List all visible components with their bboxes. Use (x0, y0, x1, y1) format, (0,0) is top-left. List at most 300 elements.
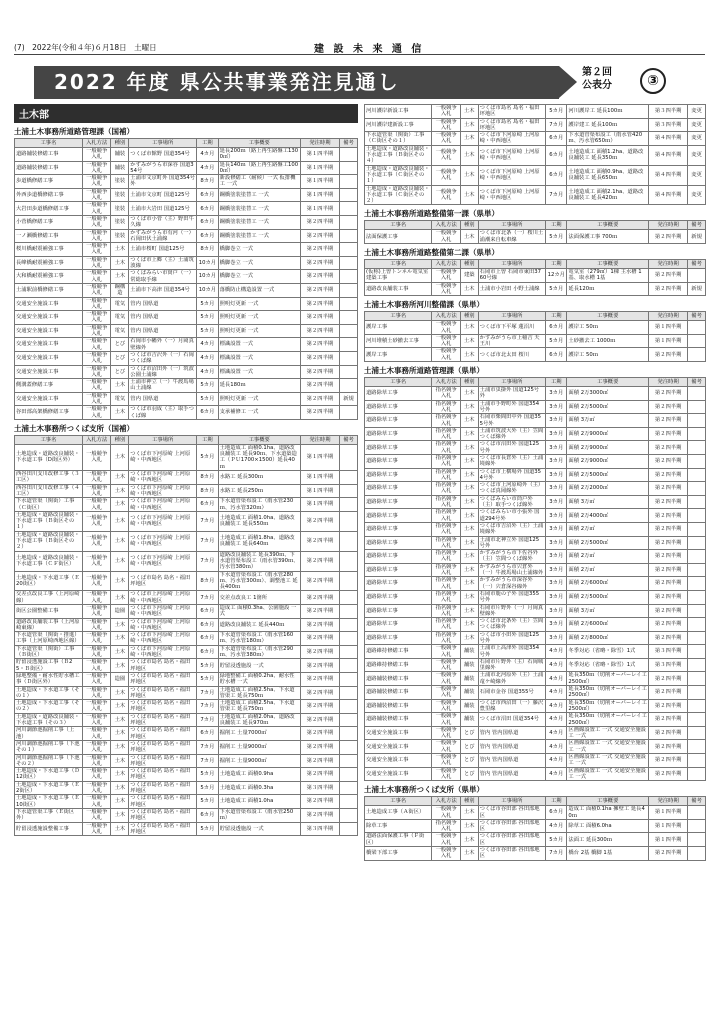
location-cell: つくば市谷田部 谷田部地区 (478, 806, 545, 820)
location-cell: つくば市上河原崎外（主）つくば真岡線外 (478, 482, 545, 496)
duration-cell: 4カ月 (197, 338, 218, 352)
duration-cell: 5カ月 (197, 781, 218, 795)
remarks-cell (340, 551, 358, 571)
work-name-cell: 交通安全施設工事 (365, 767, 432, 781)
remarks-cell (688, 482, 706, 496)
work-type-cell: 造園 (111, 672, 129, 686)
outline-cell: 面積 2万5000㎡ (567, 590, 649, 604)
bid-method-cell: 一般競争入札 (432, 833, 460, 847)
duration-cell: 7カ月 (197, 754, 218, 768)
table-row (15, 297, 358, 311)
work-name-cell: 土地造成・道路改良舗装・下水道工事（Ｂ街区その２） (15, 531, 83, 551)
column-header: 工事場所 (478, 312, 545, 321)
bid-method-cell: 一般競争入札 (82, 202, 111, 216)
outline-cell: 面積 2万3000㎡ (567, 387, 649, 401)
location-cell: つくば市沼田 国道354号 (478, 713, 545, 727)
location-cell: つくば市下河原崎 上河原崎・中西地区 (478, 145, 545, 165)
outline-cell: 区画線設置工 一式 交通安全施設工 一式 (567, 754, 649, 768)
outline-cell: 面積 3万㎡ (567, 604, 649, 618)
work-type-cell: 舗装 (111, 161, 129, 175)
table-row (15, 822, 358, 836)
work-name-cell: 小菅橋修繕工事 (15, 215, 83, 229)
work-name-cell: 道路除草工事 (365, 468, 432, 482)
outline-cell: 護岸建工 延長100ｍ (567, 118, 649, 132)
column-header: 工事名 (15, 139, 83, 148)
table-row (15, 808, 358, 822)
table-row (365, 482, 706, 496)
duration-cell: 3カ月 (546, 454, 567, 468)
work-name-cell: 交通安全施設工事 (15, 311, 83, 325)
order-period-cell: 第２四半期 (300, 700, 339, 714)
table-row (15, 379, 358, 393)
outline-cell: 照明灯更新 一式 (218, 311, 300, 325)
location-cell: つくば市下河原崎 上河原崎・中西地区 (478, 165, 545, 185)
location-cell: 石岡市片野外（主）石岡城里線外 (478, 658, 545, 672)
work-type-cell: 土木 (460, 400, 478, 414)
bid-method-cell: 一般競争入札 (82, 311, 111, 325)
order-period-cell: 第２四半期 (649, 282, 688, 296)
work-name-cell: 西谷田川支川改修工事（４工区） (15, 484, 83, 498)
outline-cell: 橋脚巻立 一式 (218, 256, 300, 270)
table-row (15, 406, 358, 420)
bid-method-cell: 一般競争入札 (82, 243, 111, 257)
bid-method-cell: 一般競争入札 (82, 297, 111, 311)
location-cell: つくば市吉沢外（一）石岡つくば線 (129, 351, 197, 365)
location-cell: つくば市長倉外（主）土浦境線外 (478, 454, 545, 468)
location-cell: つくば市北条（一）桜川土浦潮来自転車線 (478, 230, 545, 244)
duration-cell: 7カ月 (197, 686, 218, 700)
remarks-cell: 変更 (688, 105, 706, 119)
duration-cell: 7カ月 (197, 713, 218, 727)
table-row (365, 230, 706, 244)
order-period-cell: 第２四半期 (649, 713, 688, 727)
outline-cell: 土地造成工 面積0.9ha (218, 768, 300, 782)
right-column (364, 104, 706, 861)
duration-cell: 5カ月 (197, 379, 218, 393)
outline-cell: 冬季対応（省略・除雪）1式 (567, 658, 649, 672)
column-header: 備考 (340, 139, 358, 148)
work-name-cell: 道路除草工事 (365, 427, 432, 441)
bid-method-cell: 一般競争入札 (82, 188, 111, 202)
bid-method-cell: 指名競争入札 (432, 631, 460, 645)
remarks-cell: 新規 (340, 392, 358, 406)
order-period-cell: 第２四半期 (649, 495, 688, 509)
outline-cell: 照明灯更新 一式 (218, 324, 300, 338)
order-period-cell: 第２四半期 (649, 563, 688, 577)
location-cell: つくば市下河原崎 上河原崎・中西地区 (129, 605, 197, 619)
duration-cell: 6カ月 (546, 145, 567, 165)
column-header: 種別 (460, 312, 478, 321)
duration-cell: 12カ月 (546, 269, 567, 283)
column-header: 発注時期 (649, 378, 688, 387)
outline-cell: 道路改良舗装工 延長440ｍ (218, 618, 300, 632)
remarks-cell (688, 495, 706, 509)
table-header-row (365, 797, 706, 806)
order-period-cell: 第２四半期 (300, 338, 339, 352)
work-type-cell: 土木 (111, 511, 129, 531)
work-name-cell: 河川調節池掘削工事（下池その１） (15, 740, 83, 754)
table-row (365, 282, 706, 296)
work-type-cell: 土木 (111, 795, 129, 809)
work-name-cell: 側溝蓋修繕工事 (15, 379, 83, 393)
order-period-cell: 第２四半期 (300, 672, 339, 686)
remarks-cell (688, 454, 706, 468)
location-cell: つくば市島名 島名・福田坪地区 (129, 659, 197, 673)
project-table (14, 138, 358, 420)
table-row (365, 509, 706, 523)
duration-cell: 5カ月 (197, 768, 218, 782)
outline-cell: 土地造成工 面積0.9ha、道路改良舗装工 延長650ｍ (567, 165, 649, 185)
location-cell: つくば市沼田外 国道125号外 (478, 441, 545, 455)
remarks-cell (340, 591, 358, 605)
outline-cell: 延長350ｍ（切削オーバーレイ工2500㎡） (568, 672, 647, 685)
bid-method-cell: 一般競争入札 (82, 700, 111, 714)
bid-method-cell: 一般競争入札 (82, 392, 111, 406)
outline-cell: 面積 2万4000㎡ (567, 509, 649, 523)
column-header: 工期 (546, 797, 567, 806)
column-header: 備考 (688, 797, 706, 806)
table-row (15, 484, 358, 498)
outline-cell: 道路改良舗装工 延長390ｍ、下水道管渠布設工（雨水管390ｍ、汚水管380ｍ） (219, 551, 299, 571)
table-row (15, 338, 358, 352)
outline-cell: 土地造成工 面積2.5ha、下水道管渠工 延長750ｍ (218, 700, 300, 714)
order-period-cell: 第２四半期 (300, 229, 339, 243)
order-period-cell: 第２四半期 (300, 531, 339, 551)
order-period-cell: 第３四半期 (649, 658, 688, 672)
location-cell: 土浦市下高津 国道354号 (129, 283, 197, 297)
work-name-cell: 道路除草工事 (365, 495, 432, 509)
work-name-cell: 交通安全施設工事 (15, 351, 83, 365)
duration-cell: 5カ月 (197, 392, 218, 406)
column-header: 発注時期 (649, 221, 688, 230)
duration-cell: 3カ月 (546, 563, 567, 577)
duration-cell: 3カ月 (546, 577, 567, 591)
remarks-cell (688, 618, 706, 632)
duration-cell: 4カ月 (546, 754, 567, 768)
order-period-cell: 第３四半期 (649, 645, 688, 659)
remarks-cell (688, 400, 706, 414)
duration-cell: 6カ月 (197, 645, 218, 659)
work-type-cell: 塗装 (111, 175, 129, 189)
location-cell: かすみがうら市深谷外（一）宍倉深谷線外 (478, 577, 545, 591)
bid-method-cell: 一般競争入札 (82, 808, 111, 822)
column-header: 工事概要 (218, 435, 300, 444)
remarks-cell (340, 175, 358, 189)
work-type-cell: 土木 (111, 484, 129, 498)
work-type-cell: 舗装 (460, 645, 478, 659)
remarks-cell (340, 270, 358, 284)
duration-cell: 4カ月 (546, 672, 567, 686)
column-header: 備考 (340, 435, 358, 444)
table-row (15, 243, 358, 257)
outline-cell: 延長350ｍ（切削オーバーレイ工2500㎡） (568, 713, 647, 726)
order-period-cell: 第２四半期 (649, 536, 688, 550)
order-period-cell: 第２四半期 (300, 324, 339, 338)
remarks-cell: 新規 (688, 282, 706, 296)
work-name-cell: 道路除草工事 (365, 387, 432, 401)
work-name-cell: 道路除草工事 (365, 604, 432, 618)
bid-method-cell: 一般競争入札 (82, 605, 111, 619)
outline-cell: 法面保護工事 700ｍ (567, 230, 649, 244)
remarks-cell (688, 334, 706, 348)
order-period-cell: 第２四半期 (300, 645, 339, 659)
location-cell: つくば市下平塚 蓮沼川 (478, 321, 545, 335)
table-row (15, 571, 358, 591)
bid-method-cell: 一般競争入札 (82, 645, 111, 659)
bid-method-cell: 一般競争入札 (82, 713, 111, 727)
location-cell: つくば市小田外 国道125号外 (478, 631, 545, 645)
remarks-cell (340, 531, 358, 551)
duration-cell: 7カ月 (546, 118, 567, 132)
location-cell: 土浦市神立（一）牛渡馬場山土浦線 (129, 379, 197, 393)
bid-method-cell: 一般競争入札 (82, 795, 111, 809)
work-type-cell: 土木 (111, 768, 129, 782)
project-table (364, 220, 706, 244)
bid-method-cell: 一般競争入札 (432, 672, 460, 686)
outline-cell: 橋脚巻立 一式 (218, 243, 300, 257)
outline-cell: 水路工 延長250ｍ (218, 484, 300, 498)
order-period-cell: 第２四半期 (649, 509, 688, 523)
table-row (15, 768, 358, 782)
location-cell: つくば市下河原崎 上河原崎・中西地区 (129, 531, 197, 551)
duration-cell: 3カ月 (546, 427, 567, 441)
bid-method-cell: 指名競争入札 (432, 414, 460, 428)
duration-cell: 6カ月 (197, 605, 218, 619)
order-period-cell: 第２四半期 (300, 270, 339, 284)
work-type-cell: 土木 (460, 185, 478, 205)
banner-arrow (559, 66, 577, 98)
remarks-cell (340, 351, 358, 365)
bid-method-cell: 一般競争入札 (432, 740, 460, 754)
work-name-cell: 交差点改良工事（上河原崎線） (15, 591, 83, 605)
bid-method-cell: 一般競争入札 (432, 118, 460, 132)
order-period-cell: 第２四半期 (300, 551, 339, 571)
duration-cell: 5カ月 (546, 833, 567, 847)
work-type-cell: 土木 (460, 230, 478, 244)
work-name-cell: 道路除草工事 (365, 414, 432, 428)
table-row (365, 726, 706, 740)
table-row (15, 795, 358, 809)
remarks-cell (688, 441, 706, 455)
duration-cell: 10カ月 (197, 270, 218, 284)
work-name-cell: 道路除草工事 (365, 618, 432, 632)
outline-cell: 面積 2万6000㎡ (567, 577, 649, 591)
remarks-cell (688, 713, 706, 727)
table-row (365, 118, 706, 132)
order-period-cell: 第３四半期 (300, 822, 339, 836)
work-type-cell: 土木 (460, 454, 478, 468)
remarks-cell (688, 522, 706, 536)
remarks-cell (688, 833, 706, 847)
location-cell: つくば市下河原崎 上河原崎・中西地区 (129, 471, 197, 485)
bid-method-cell: 一般競争入札 (82, 161, 111, 175)
remarks-cell (688, 658, 706, 672)
column-header: 種別 (460, 260, 478, 269)
order-period-cell: 第２四半期 (300, 808, 339, 822)
work-name-cell: 道路維持修繕工事 (365, 645, 432, 659)
table-row (15, 270, 358, 284)
duration-cell: 6カ月 (197, 808, 218, 822)
table-row (15, 365, 358, 379)
project-table (364, 104, 706, 205)
location-cell: つくば市島名 島名・福田坪地区 (129, 768, 197, 782)
location-cell: つくば市島名 島名・福田坪地区 (129, 700, 197, 714)
outline-cell: 面積 2万6000㎡ (567, 618, 649, 632)
work-type-cell: 電気 (111, 392, 129, 406)
bid-method-cell: 一般競争入札 (82, 632, 111, 646)
location-cell: つくば市島名 島名・福田坪地区 (129, 781, 197, 795)
bid-method-cell: 指名競争入札 (432, 536, 460, 550)
remarks-cell (340, 297, 358, 311)
order-period-cell: 第２四半期 (300, 686, 339, 700)
duration-cell: 3カ月 (546, 482, 567, 496)
work-type-cell: 土木 (460, 441, 478, 455)
table-row (15, 659, 358, 673)
duration-cell: 6カ月 (546, 165, 567, 185)
location-cell: 石岡市上曽 石岡市東田3760号線 (478, 269, 545, 283)
column-header: 工期 (546, 312, 567, 321)
outline-cell: 面積 3万㎡ (567, 495, 649, 509)
location-cell: つくば市谷田部 谷田部地区 (478, 847, 545, 861)
outline-cell: 土地造成工 面積2.1ha、道路改良舗装工 延長420ｍ (567, 185, 649, 205)
duration-cell: 4カ月 (546, 645, 567, 659)
duration-cell: 3カ月 (546, 509, 567, 523)
order-period-cell: 第２四半期 (649, 468, 688, 482)
bid-method-cell: 一般競争入札 (432, 185, 460, 205)
duration-cell: 3カ月 (546, 400, 567, 414)
work-type-cell: 土木 (111, 659, 129, 673)
work-name-cell: 西谷田川支川改修工事（３工区） (15, 471, 83, 485)
order-period-cell: 第２四半期 (300, 351, 339, 365)
table-row (15, 148, 358, 162)
order-period-cell: 第２四半期 (649, 230, 688, 244)
order-period-cell: 第２四半期 (649, 618, 688, 632)
work-name-cell: 土地造成・道路改良舗装・下水道工事（D街区外） (15, 444, 83, 470)
work-name-cell: 貯留浸透施設整備工事 (15, 822, 83, 836)
work-type-cell: 舗装 (460, 713, 478, 727)
work-name-cell: 下水道管渠（関街・推進）工事（上河原崎西地区線） (15, 632, 83, 646)
bid-method-cell: 一般競争入札 (432, 269, 460, 283)
order-period-cell: 第４四半期 (649, 132, 688, 146)
bid-method-cell: 一般競争入札 (82, 618, 111, 632)
outline-cell: 土地造成工 面積0.1ha、道路改良舗装工 延長90ｍ、下水道築造工（ＰＵ1700×1500）延長40ｍ (218, 444, 300, 470)
order-period-cell: 第２四半期 (300, 365, 339, 379)
order-period-cell: 第１四半期 (300, 161, 339, 175)
outline-cell: 水路工 延長300ｍ (218, 471, 300, 485)
remarks-cell (340, 283, 358, 297)
table-row (15, 700, 358, 714)
order-period-cell: 第４四半期 (649, 145, 688, 165)
bid-method-cell: 指名競争入札 (432, 563, 460, 577)
location-cell: つくば市島名 島名・福田坪地区 (129, 727, 197, 741)
duration-cell: 4カ月 (546, 726, 567, 740)
order-period-cell: 第２四半期 (300, 256, 339, 270)
work-type-cell: 土木 (460, 334, 478, 348)
bid-method-cell: 一般競争入札 (432, 754, 460, 768)
order-period-cell: 第２四半期 (649, 672, 688, 686)
duration-cell: 7カ月 (197, 531, 218, 551)
order-period-cell: 第２四半期 (300, 768, 339, 782)
work-name-cell: 交通安全施設工事 (15, 338, 83, 352)
table-row (365, 145, 706, 165)
order-period-cell: 第２四半期 (300, 795, 339, 809)
outline-cell: 土地造成工 面積0.3ha (218, 781, 300, 795)
bid-method-cell: 一般競争入札 (82, 781, 111, 795)
remarks-cell (688, 509, 706, 523)
work-name-cell: 交通安全施設工事 (15, 297, 83, 311)
work-type-cell: 土木 (460, 604, 478, 618)
remarks-cell (340, 444, 358, 470)
location-cell: 管内 管内国県道 (478, 740, 545, 754)
duration-cell: 7カ月 (546, 185, 567, 205)
order-period-cell: 第２四半期 (300, 605, 339, 619)
work-type-cell: 舗装 (460, 658, 478, 672)
duration-cell: 4カ月 (197, 161, 218, 175)
section-title: 土浦土木事務所つくば支所（国補） (14, 423, 134, 433)
page-date-line: (7) 2022年(令和４年)６月18日 土曜日 (14, 43, 157, 52)
bid-method-cell: 一般競争入札 (82, 511, 111, 531)
remarks-cell (688, 672, 706, 686)
work-name-cell: 土地造成・道路改良舗装・下水道工事（Ｂ街区その１） (15, 511, 83, 531)
outline-cell: 河川護岸工 延長100ｍ (567, 105, 649, 119)
order-period-cell: 第２四半期 (649, 400, 688, 414)
bid-method-cell: 一般競争入札 (82, 768, 111, 782)
bid-method-cell: 一般競争入札 (82, 351, 111, 365)
order-period-cell: 第２四半期 (649, 767, 688, 781)
table-row (15, 471, 358, 485)
duration-cell: 6カ月 (197, 229, 218, 243)
location-cell: つくば市島名 島名・福田坪地区 (129, 571, 197, 591)
work-type-cell: 土木 (111, 444, 129, 470)
bid-method-cell: 一般競争入札 (432, 726, 460, 740)
bid-method-cell: 指名競争入札 (432, 427, 460, 441)
column-header: 入札方法 (432, 312, 460, 321)
duration-cell: 8カ月 (197, 175, 218, 189)
work-type-cell: 土木 (111, 591, 129, 605)
work-name-cell: 土地造成・道路改良舗装・下水道工事（その３） (15, 713, 83, 727)
duration-cell: 6カ月 (197, 498, 218, 512)
column-header: 工事場所 (129, 139, 197, 148)
outline-cell: 緑地整備工 面積0.2ha、耐水性貯水槽 一式 (218, 672, 300, 686)
bid-method-cell: 一般競争入札 (82, 229, 111, 243)
table-row (15, 311, 358, 325)
remarks-cell (340, 808, 358, 822)
duration-cell: 4カ月 (546, 819, 567, 833)
work-type-cell: 土木 (460, 348, 478, 362)
remarks-cell (688, 726, 706, 740)
section-title: 土浦土木事務所道路管理課（国補） (14, 127, 134, 136)
duration-cell: 3カ月 (546, 522, 567, 536)
column-header: 種別 (111, 435, 129, 444)
work-type-cell: 土木 (111, 531, 129, 551)
duration-cell: 6カ月 (197, 727, 218, 741)
remarks-cell: 変更 (688, 145, 706, 165)
duration-cell: 5カ月 (197, 672, 218, 686)
work-name-cell: 大和橋耐震補強工事 (15, 270, 83, 284)
remarks-cell (340, 311, 358, 325)
order-period-cell: 第１四半期 (300, 498, 339, 512)
work-name-cell: 下水道管渠（関街）工事（Ｃ街区） (15, 498, 83, 512)
work-name-cell: 道路除草工事 (365, 563, 432, 577)
remarks-cell (340, 632, 358, 646)
remarks-cell (340, 768, 358, 782)
table-row (15, 351, 358, 365)
work-name-cell: 道路舗装修繕工事 (15, 161, 83, 175)
bid-method-cell: 一般競争入札 (82, 659, 111, 673)
table-row (15, 531, 358, 551)
bid-method-cell: 一般競争入札 (82, 686, 111, 700)
bid-method-cell: 一般競争入札 (432, 806, 460, 820)
